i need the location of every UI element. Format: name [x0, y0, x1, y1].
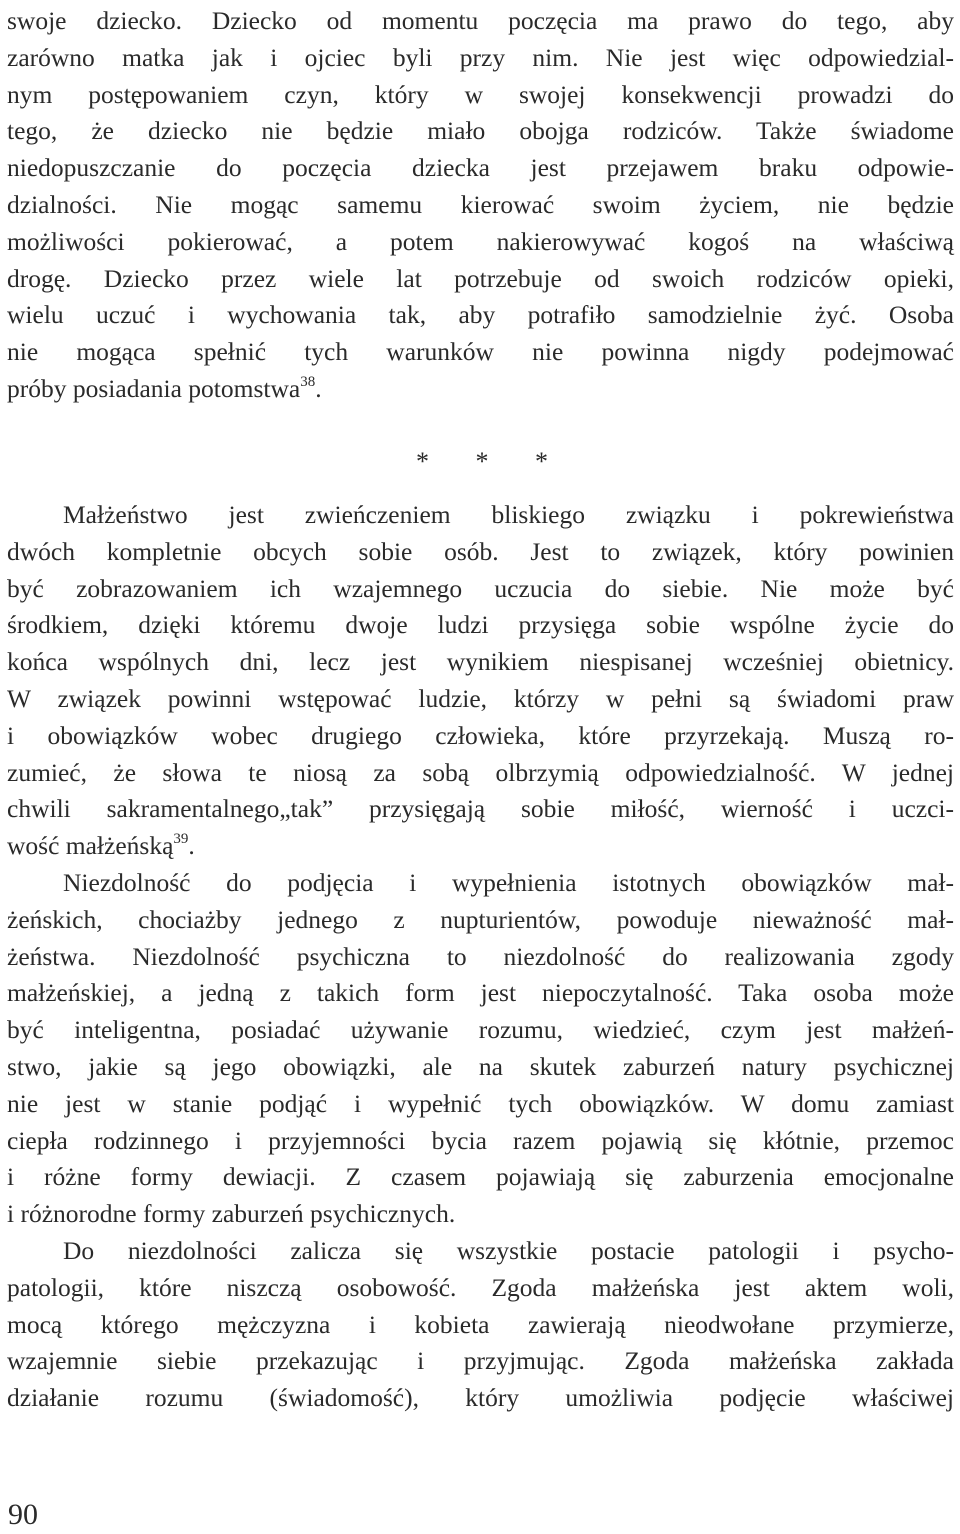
text-fragment: wość małżeńską	[7, 831, 174, 861]
text-line: żeństwa. Niezdolność psychiczna to niezdolność do realizowania zgody	[7, 941, 954, 971]
text-line: dwóch kompletnie obcych sobie osób. Jest to związek, który powinien	[7, 536, 954, 566]
text-line: wzajemnie siebie przekazując i przyjmując. Zgoda małżeńska zakłada	[7, 1346, 954, 1376]
text-line: i różne formy dewiacji. Z czasem pojawiają się zaburzenia emocjonalne	[7, 1162, 954, 1192]
text-line: wielu uczuć i wychowania tak, aby potrafiło samodzielnie żyć. Osoba	[7, 300, 954, 330]
text-line: zumieć, że słowa te niosą za sobą olbrzymią odpowiedzialność. W jednej	[7, 757, 954, 787]
text-line: i obowiązków wobec drugiego człowieka, które przyrzekają. Muszą ro-	[7, 720, 954, 750]
text-line: ciepła rodzinnego i przyjemności bycia razem pojawią się kłótnie, przemoc	[7, 1125, 954, 1155]
text-line: żeńskich, chociażby jednego z nupturientów, powoduje nieważność mał-	[7, 904, 954, 934]
text-line: niedopuszczanie do poczęcia dziecka jest przejawem braku odpowie-	[7, 153, 954, 183]
paragraph-first-line: Do niezdolności zalicza się wszystkie postacie patologii i psycho-	[63, 1235, 954, 1265]
text-line: końca wspólnych dni, lecz jest wynikiem niespisanej wcześniej obietnicy.	[7, 647, 954, 677]
text-line: dzialności. Nie mogąc samemu kierować swoim życiem, nie będzie	[7, 189, 954, 219]
text-line: patologii, które niszczą osobowość. Zgoda małżeńska jest aktem woli,	[7, 1272, 954, 1302]
page-number: 90	[8, 1498, 38, 1531]
text-line: stwo, jakie są jego obowiązki, ale na skutek zaburzeń natury psychicznej	[7, 1051, 954, 1081]
separator-asterisk: *	[535, 447, 548, 476]
text-line: nie mogąca spełnić tych warunków nie powinna nigdy podejmować	[7, 337, 954, 367]
text-line: środkiem, dzięki któremu dwoje ludzi przysięga sobie wspólne życie do	[7, 610, 954, 640]
text-line: działanie rozumu (świadomość), który umożliwia podjęcie właściwej	[7, 1383, 954, 1413]
text-line: chwili sakramentalnego„tak” przysięgają sobie miłość, wierność i uczci-	[7, 794, 954, 824]
text-line: drogę. Dziecko przez wiele lat potrzebuje od swoich rodziców opieki,	[7, 263, 954, 293]
text-line: mocą którego mężczyzna i kobieta zawierają nieodwołane przymierze,	[7, 1309, 954, 1339]
footnote-ref-38: 38	[300, 373, 316, 390]
text-line: możliwości pokierować, a potem nakierowywać kogoś na właściwą	[7, 226, 954, 256]
text-line: swoje dziecko. Dziecko od momentu poczęcia ma prawo do tego, aby	[7, 6, 954, 35]
text-line-last: i różnorodne formy zaburzeń psychicznych.	[7, 1199, 456, 1229]
text-line: W związek powinni wstępować ludzie, którzy w pełni są świadomi praw	[7, 683, 954, 713]
separator-asterisk: *	[475, 447, 489, 476]
paragraph-continuation	[7, 3, 954, 408]
text-line: nie jest w stanie podjąć i wypełnić tych obowiązków. W domu zamiast	[7, 1088, 954, 1118]
paragraph-first-line: Niezdolność do podjęcia i wypełnienia istotnych obowiązków mał-	[63, 867, 954, 897]
text-fragment: .	[315, 373, 322, 403]
text-line: być inteligentna, posiadać używanie rozumu, wiedzieć, czym jest małżeń-	[7, 1015, 954, 1045]
body-text	[7, 497, 954, 1417]
text-fragment: .	[188, 831, 195, 861]
text-line-last	[7, 371, 954, 408]
paragraph-first-line: Małżeństwo jest zwieńczeniem bliskiego związku i pokrewieństwa	[63, 500, 954, 529]
text-line-last	[7, 828, 954, 865]
text-line: być zobrazowaniem ich wzajemnego uczucia do siebie. Nie może być	[7, 573, 954, 603]
separator-asterisk: *	[416, 447, 429, 476]
text-line: nym postępowaniem czyn, który w swojej konsekwencji prowadzi do	[7, 79, 954, 109]
text-fragment: próby posiadania potomstwa	[7, 373, 301, 403]
section-separator	[416, 447, 548, 477]
text-line: zarówno matka jak i ojciec byli przy nim. Nie jest więc odpowiedzial-	[7, 42, 954, 72]
text-line: małżeńskiej, a jedną z takich form jest niepoczytalność. Taka osoba może	[7, 978, 954, 1008]
text-line: tego, że dziecko nie będzie miało obojga rodziców. Także świadome	[7, 116, 954, 146]
footnote-ref-39: 39	[173, 831, 189, 848]
